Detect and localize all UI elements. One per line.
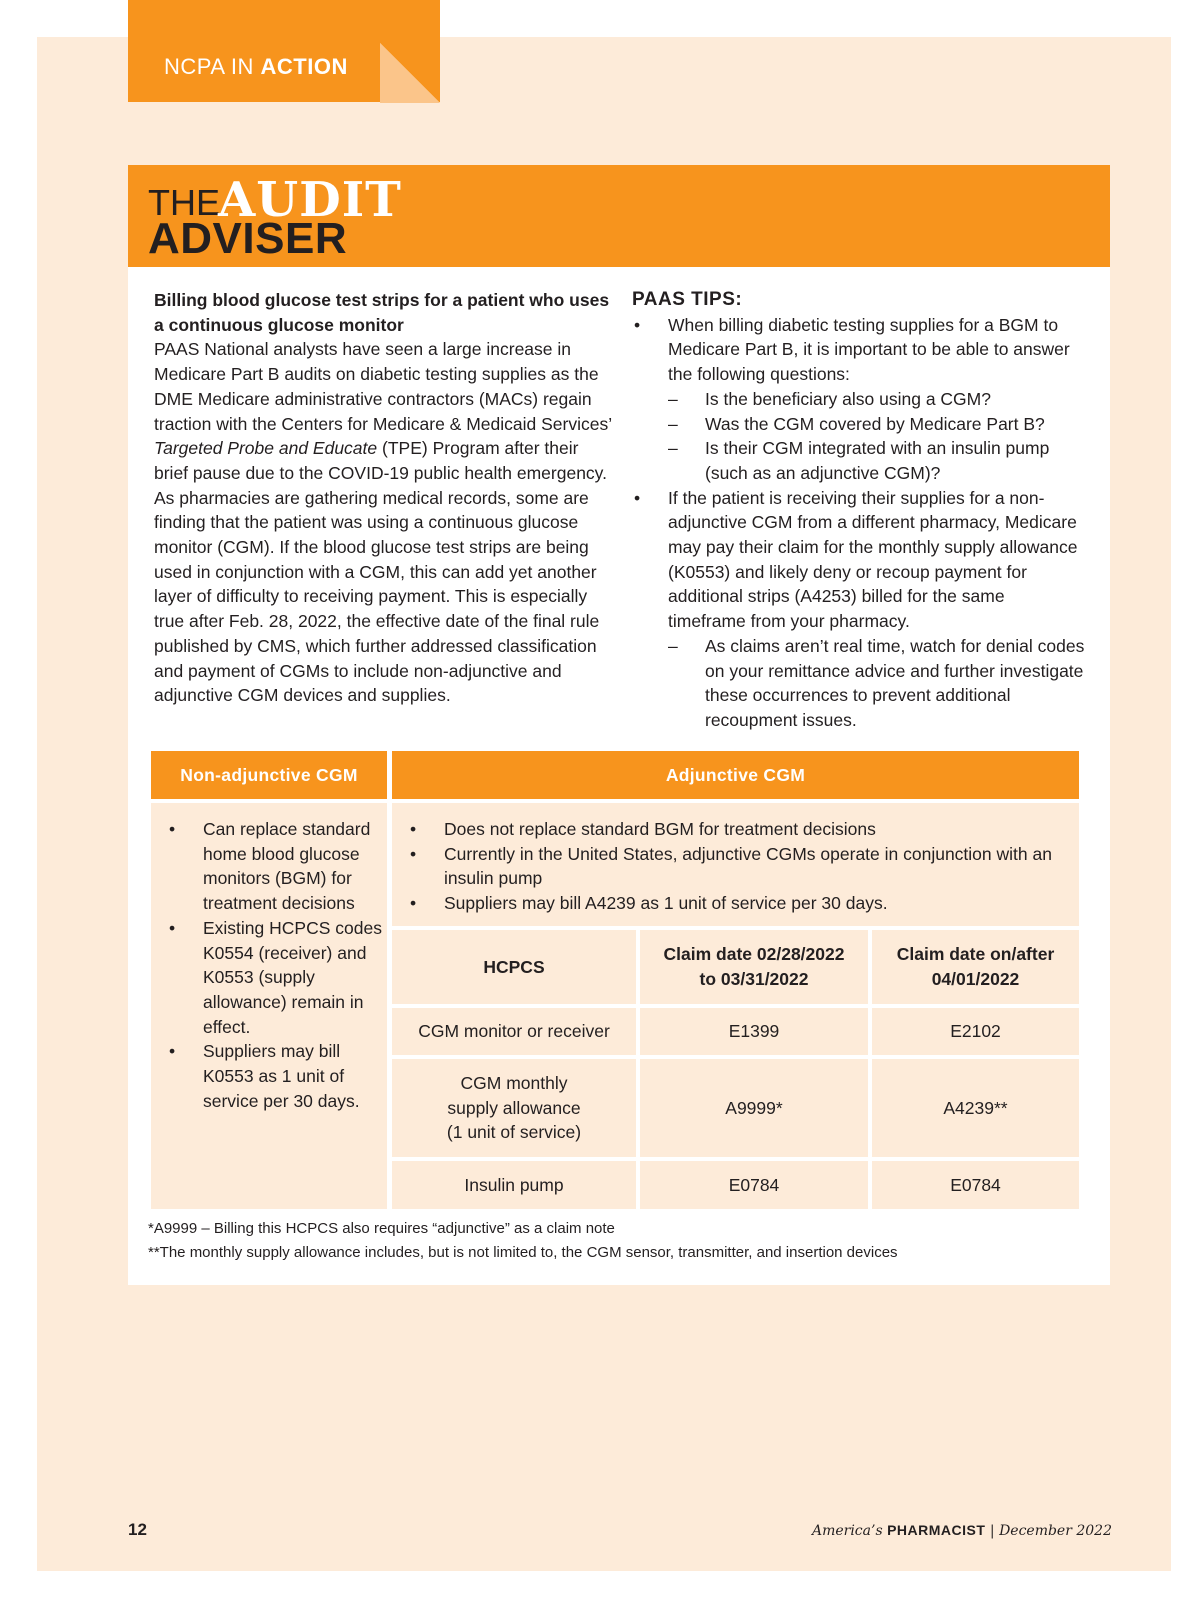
tip-item: • If the patient is receiving their supplies for a non-adjunctive CGM from a different pharmacy, Medicare may pay their claim for the monthly supply allowance (K0553) and likely deny or recoup payment for additional strips (A4253) billed for the same timeframe from your pharmacy. – As claims aren’t real time, watch for denial codes on your remittance advice and further investigate these occurrences to prevent additional recoupment issues. xyxy=(632,486,1087,733)
tips-heading: PAAS TIPS: xyxy=(632,289,743,310)
list-item: • Suppliers may bill K0553 as 1 unit of service per 30 days. xyxy=(167,1039,387,1113)
footnote: *A9999 – Billing this HCPCS also requires “adjunctive” as a claim note xyxy=(148,1220,615,1237)
page-number: 12 xyxy=(128,1520,147,1539)
non-adjunctive-header: Non-adjunctive CGM xyxy=(151,751,387,799)
title-adviser: ADVISER xyxy=(148,214,348,263)
list-item: • Does not replace standard BGM for treatment decisions xyxy=(408,817,1079,842)
tip-subitem: – Was the CGM covered by Medicare Part B? xyxy=(668,412,1087,437)
article-column xyxy=(154,288,614,708)
article-lead: Billing blood glucose test strips for a patient who uses a continuous glucose monitor xyxy=(154,290,610,335)
table-cell: CGM monthly supply allowance (1 unit of service) xyxy=(392,1059,636,1157)
tip-item: • When billing diabetic testing supplies for a BGM to Medicare Part B, it is important to be able to answer the following questions: – Is the beneficiary also using a CGM? – Was the CGM covered by Medicare Part B? – Is their CGM integrated with an insulin pump (such as an adjunctive CGM)? xyxy=(632,313,1087,486)
publication-footer: America’s PHARMACIST | December 2022 xyxy=(811,1522,1112,1539)
section-tab-fold-shade xyxy=(380,43,440,103)
table-cell: Insulin pump xyxy=(392,1161,636,1209)
col-header-claim-date-2: Claim date on/after 04/01/2022 xyxy=(872,930,1079,1004)
tip-subitem: – Is the beneficiary also using a CGM? xyxy=(668,387,1087,412)
non-adjunctive-cell xyxy=(151,803,387,1209)
table-cell: E0784 xyxy=(640,1161,868,1209)
article-body: PAAS National analysts have seen a large increase in Medicare Part B audits on diabetic testing supplies as the DME Medicare administrative contractors (MACs) regain traction with the Centers for Medicare & Medicaid Services’ Targeted Probe and Educate (TPE) Program after their brief pause due to the COVID-19 public health emergency. As pharmacies are gathering medical records, some are finding that the patient was using a continuous glucose monitor (CGM). If the blood glucose test strips are being used in conjunction with a CGM, this can add yet another layer of difficulty to receiving payment. This is especially true after Feb. 28, 2022, the effective date of the final rule published by CMS, which further addressed classification and payment of CGMs to include non-adjunctive and adjunctive CGM devices and supplies. xyxy=(154,339,612,706)
list-item: • Existing HCPCS codes K0554 (receiver) and K0553 (supply allowance) remain in effect. xyxy=(167,916,387,1040)
tips-column xyxy=(632,288,1087,733)
col-header-claim-date-1: Claim date 02/28/2022 to 03/31/2022 xyxy=(640,930,868,1004)
table-cell: A4239** xyxy=(872,1059,1079,1157)
table-cell: E1399 xyxy=(640,1008,868,1055)
title-the: THE xyxy=(148,182,220,223)
table-cell: E2102 xyxy=(872,1008,1079,1055)
list-item: • Suppliers may bill A4239 as 1 unit of service per 30 days. xyxy=(408,891,1079,916)
section-tab-label: NCPA IN ACTION xyxy=(164,54,348,79)
adjunctive-header: Adjunctive CGM xyxy=(392,751,1079,799)
table-cell: E0784 xyxy=(872,1161,1079,1209)
title-audit: AUDIT xyxy=(218,172,402,228)
list-item: • Can replace standard home blood glucose monitors (BGM) for treatment decisions xyxy=(167,817,387,916)
tip-subitem: – As claims aren’t real time, watch for denial codes on your remittance advice and further investigate these occurrences to prevent additional recoupment issues. xyxy=(668,634,1087,733)
adjunctive-cell xyxy=(392,803,1079,926)
list-item: • Currently in the United States, adjunctive CGMs operate in conjunction with an insulin pump xyxy=(408,842,1079,891)
table-cell: CGM monitor or receiver xyxy=(392,1008,636,1055)
col-header-hcpcs: HCPCS xyxy=(392,930,636,1004)
footnote: **The monthly supply allowance includes, but is not limited to, the CGM sensor, transmitter, and insertion devices xyxy=(148,1244,898,1261)
tip-subitem: – Is their CGM integrated with an insulin pump (such as an adjunctive CGM)? xyxy=(668,436,1087,485)
tips-list xyxy=(632,313,1087,733)
table-cell: A9999* xyxy=(640,1059,868,1157)
